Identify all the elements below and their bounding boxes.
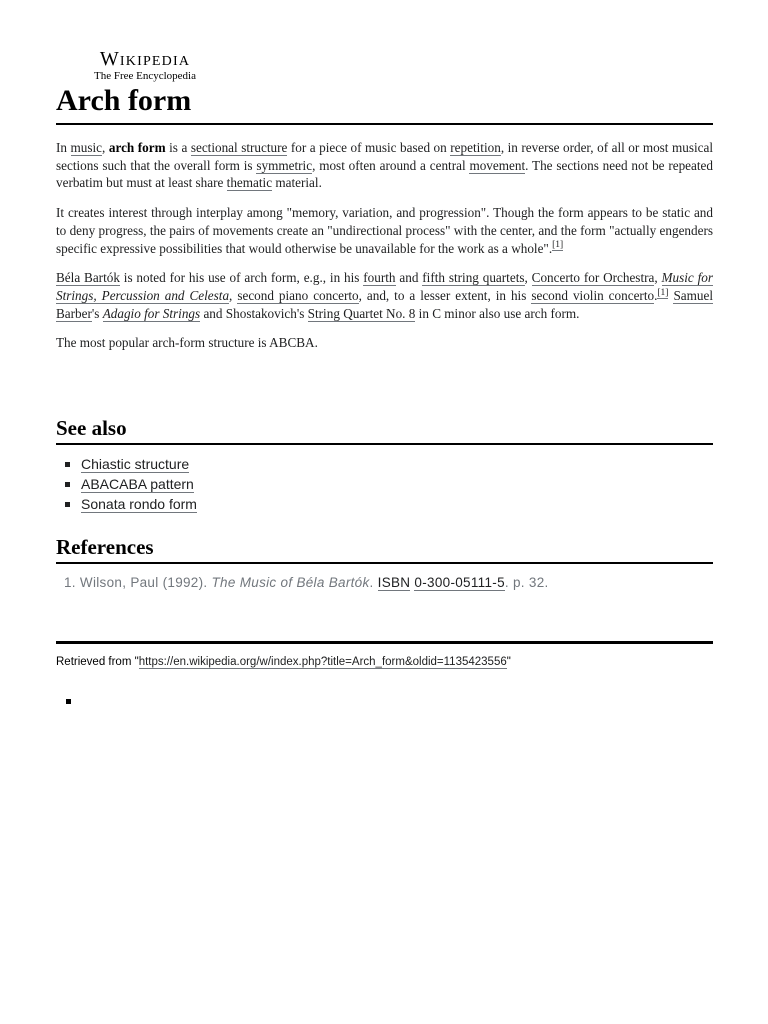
text-run: , and, to a lesser extent, in his <box>358 287 532 303</box>
text-run: Retrieved from " <box>56 656 139 668</box>
bold-term: arch form <box>108 140 166 155</box>
references-list <box>56 574 549 592</box>
link-abacaba-pattern[interactable]: ABACABA pattern <box>81 476 194 492</box>
link-fourth[interactable]: fourth <box>363 270 396 286</box>
text-run: and <box>395 270 423 286</box>
text-run: , <box>102 140 109 155</box>
see-also-heading: See also <box>56 414 713 445</box>
text-run: and Shostakovich's <box>200 305 308 321</box>
logo-tagline: The Free Encyclopedia <box>93 70 196 82</box>
retrieved-from <box>56 654 713 670</box>
link-string-quartet-no-8[interactable]: String Quartet No. 8 <box>307 305 416 321</box>
link-second-violin-concerto[interactable]: second violin concerto <box>531 287 655 303</box>
text-run: It creates interest through interplay among "memory, variation, and progression". Though the form appears to be static and to deny progress, the pairs of movements create an "undirectional process" with the center, and the form "actually engenders specific expressive possibilities that would otherwise be unavailable for the work as a whole". <box>56 205 713 256</box>
text-run: for a piece of music based on <box>287 140 451 155</box>
reference-item <box>56 574 549 592</box>
link-repetition[interactable]: repetition <box>450 140 501 155</box>
text-run: , in reverse order, of all or most musical sections such that the overall form is <box>56 140 713 173</box>
link-music[interactable]: music <box>70 140 103 155</box>
text-run: , <box>229 287 238 303</box>
interest-paragraph <box>56 204 713 257</box>
article-body <box>56 139 713 364</box>
link-bela-bartok[interactable]: Béla Bartók <box>56 270 120 286</box>
italic-title: Adagio for Strings <box>102 305 201 321</box>
text-run: , <box>524 270 532 286</box>
text-run: , <box>654 270 662 286</box>
isbn-link[interactable]: ISBN <box>377 575 411 590</box>
link-symmetric[interactable]: symmetric <box>256 157 313 173</box>
text-run: " <box>506 656 511 668</box>
permanent-link[interactable]: https://en.wikipedia.org/w/index.php?title=Arch_form&oldid=1135423556 <box>138 656 507 668</box>
italic-title: Music for Strings, Percussion and Celesta <box>56 270 713 303</box>
bullet-icon <box>65 502 70 507</box>
reference-number: 1. <box>64 575 76 590</box>
citation-ref[interactable] <box>552 240 563 251</box>
link-second-piano-concerto[interactable]: second piano concerto <box>237 287 359 303</box>
text-run: , most often around a central <box>312 157 470 173</box>
bullet-icon <box>65 482 70 487</box>
footer-divider <box>56 641 713 644</box>
empty-list-bullet-icon <box>66 699 71 704</box>
text-run: . The sections need not be repeated verbatim but must at least share <box>56 157 713 191</box>
link-movement[interactable]: movement <box>469 157 526 173</box>
citation-link[interactable]: [1] <box>552 240 564 251</box>
text-run: In <box>56 140 71 155</box>
logo-wordmark: Wikipedia <box>99 48 191 70</box>
text-run: is noted for his use of arch form, e.g., in his <box>119 270 364 286</box>
link-adagio-for-strings[interactable] <box>103 306 200 322</box>
abcba-paragraph: The most popular arch-form structure is ABCBA. <box>56 335 318 351</box>
text-run: . <box>654 287 658 303</box>
bullet-icon <box>65 462 70 467</box>
page-title: Arch form <box>56 81 713 125</box>
isbn-number-link[interactable]: 0-300-05111-5 <box>414 575 505 590</box>
intro-paragraph <box>56 139 713 192</box>
link-concerto-for-orchestra[interactable]: Concerto for Orchestra <box>531 270 655 286</box>
wikipedia-logo[interactable] <box>77 48 213 82</box>
text-run: 's <box>91 305 103 321</box>
link-thematic[interactable]: thematic <box>226 175 273 191</box>
text-run: in C minor also use arch form. <box>415 305 580 321</box>
reference-work: The Music of Béla Bartók <box>211 575 370 590</box>
examples-paragraph <box>56 269 713 322</box>
list-item <box>56 494 197 514</box>
text-run: material. <box>272 175 322 191</box>
references-heading: References <box>56 533 713 564</box>
list-item <box>56 454 197 474</box>
citation-ref[interactable] <box>657 288 668 299</box>
link-chiastic-structure[interactable]: Chiastic structure <box>81 456 190 472</box>
link-samuel-barber[interactable]: Samuel Barber <box>56 287 714 321</box>
list-item <box>56 474 197 494</box>
reference-author: Wilson, Paul (1992). <box>75 575 212 590</box>
text-run: . <box>369 575 378 590</box>
text-run: is a <box>165 140 191 155</box>
citation-link[interactable]: [1] <box>657 287 669 298</box>
see-also-list <box>56 454 197 514</box>
link-fifth-string-quartets[interactable]: fifth string quartets <box>422 270 525 286</box>
link-sectional-structure[interactable]: sectional structure <box>190 140 288 155</box>
link-sonata-rondo-form[interactable]: Sonata rondo form <box>81 496 197 512</box>
reference-page: . p. 32. <box>504 575 549 590</box>
